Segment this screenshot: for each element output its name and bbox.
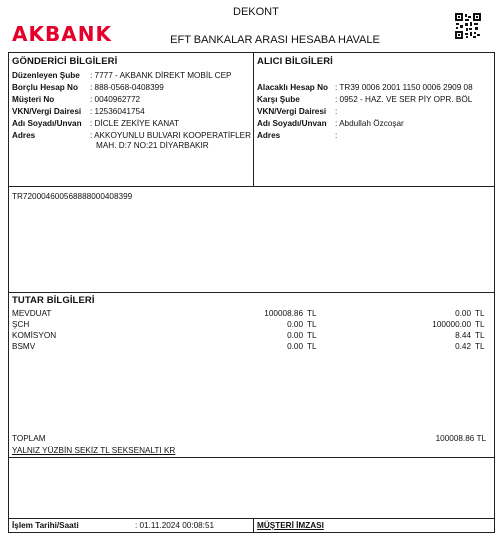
amount-row-label: MEVDUAT	[12, 309, 52, 318]
sender-account-label: Borçlu Hesap No	[12, 83, 78, 92]
transaction-date-label: İşlem Tarihi/Saati	[12, 521, 79, 530]
receiver-account-label: Alacaklı Hesap No	[257, 83, 328, 92]
total-value: 100008.86 TL	[435, 434, 486, 443]
divider-description	[8, 186, 495, 187]
receiver-account-value: : TR39 0006 2001 1150 0006 2909 08	[335, 83, 473, 92]
receiver-address-label: Adres	[257, 131, 281, 140]
divider-footer	[8, 518, 495, 519]
amount-row-value2: 0.00	[455, 309, 471, 318]
amount-row-value1: 0.00	[287, 320, 303, 329]
customer-signature-label: MÜŞTERİ İMZASI	[257, 521, 324, 530]
amount-row-currency2: TL	[475, 309, 485, 318]
amount-row-value2: 100000.00	[432, 320, 471, 329]
amount-row-label: BSMV	[12, 342, 36, 351]
akbank-logo: AKBANK	[12, 22, 112, 46]
sender-address-value-line2: MAH. D:7 NO:21 DİYARBAKIR	[96, 141, 209, 150]
transaction-type: EFT BANKALAR ARASI HESABA HAVALE	[170, 34, 380, 46]
description-text: TR720004600568888000408399	[12, 192, 133, 201]
amount-row-label: ŞCH	[12, 320, 30, 329]
divider-amounts	[8, 292, 495, 293]
footer-divider	[253, 518, 254, 533]
amount-row-value1: 0.00	[287, 331, 303, 340]
amount-row-currency2: TL	[475, 342, 485, 351]
amount-row-value1: 100008.86	[264, 309, 303, 318]
receiver-name-value: : Abdullah Özcoşar	[335, 119, 404, 128]
sender-tax-label: VKN/Vergi Dairesi	[12, 107, 82, 116]
amount-row-currency1: TL	[307, 309, 317, 318]
document-type: DEKONT	[233, 6, 279, 18]
sender-branch-value: : 7777 - AKBANK DİREKT MOBİL CEP	[90, 71, 232, 80]
sender-customer-label: Müşteri No	[12, 95, 55, 104]
amount-row-currency1: TL	[307, 342, 317, 351]
qr-code-icon	[455, 13, 481, 39]
sender-name-value: : DİCLE ZEKİYE KANAT	[90, 119, 180, 128]
sender-title: GÖNDERİCİ BİLGİLERİ	[12, 56, 118, 67]
amount-row-currency1: TL	[307, 331, 317, 340]
receiver-title: ALICI BİLGİLERİ	[257, 56, 333, 67]
amount-row-value2: 0.42	[455, 342, 471, 351]
sender-account-value: : 888-0568-0408399	[90, 83, 164, 92]
sender-address-value: : AKKOYUNLU BULVARI KOOPERATİFLER	[90, 131, 252, 140]
receiver-branch-value: : 0952 - HAZ. VE SER PİY OPR. BÖL	[335, 95, 473, 104]
receiver-tax-value: :	[335, 107, 338, 116]
sender-tax-value: : 12536041754	[90, 107, 145, 116]
party-divider	[253, 52, 254, 186]
sender-name-label: Adı Soyadı/Unvan	[12, 119, 82, 128]
receiver-name-label: Adı Soyadı/Unvan	[257, 119, 327, 128]
amounts-title: TUTAR BİLGİLERİ	[12, 295, 95, 306]
amount-row-label: KOMİSYON	[12, 331, 57, 340]
amount-row-value1: 0.00	[287, 342, 303, 351]
transaction-date-value: : 01.11.2024 00:08:51	[135, 521, 215, 530]
sender-branch-label: Düzenleyen Şube	[12, 71, 80, 80]
receiver-address-value: :	[335, 131, 338, 140]
amount-row-currency2: TL	[475, 320, 485, 329]
sender-address-label: Adres	[12, 131, 36, 140]
receiver-tax-label: VKN/Vergi Dairesi	[257, 107, 327, 116]
sender-customer-value: : 0040962772	[90, 95, 141, 104]
total-label: TOPLAM	[12, 434, 46, 443]
receiver-branch-label: Karşı Şube	[257, 95, 300, 104]
amount-row-value2: 8.44	[455, 331, 471, 340]
divider-total	[8, 457, 495, 458]
total-in-words: YALNIZ YÜZBİN SEKİZ TL SEKSENALTI KR	[12, 446, 176, 455]
amount-row-currency2: TL	[475, 331, 485, 340]
amount-row-currency1: TL	[307, 320, 317, 329]
